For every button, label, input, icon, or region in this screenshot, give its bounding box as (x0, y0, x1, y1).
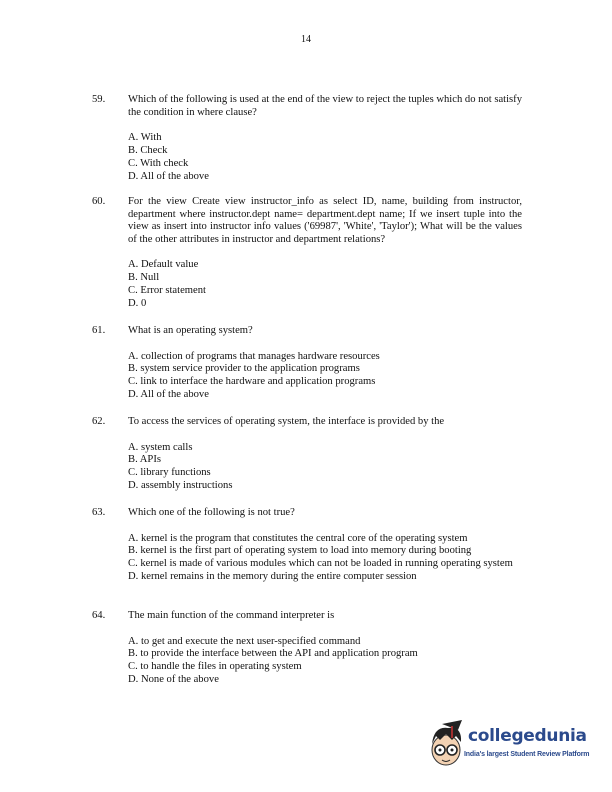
option: A. With (128, 132, 162, 144)
question-63 (92, 507, 522, 584)
option: D. 0 (128, 297, 147, 309)
brand-tagline: India's largest Student Review Platform (464, 751, 590, 758)
options-list (128, 259, 522, 310)
question-number: 63. (92, 507, 106, 518)
option: B. kernel is the first part of operating system to load into memory during booting (128, 545, 472, 557)
mascot-icon (428, 720, 466, 768)
question-text: The main function of the command interpreter is (128, 610, 335, 621)
options-list (128, 132, 522, 183)
question-text: Which one of the following is not true? (128, 507, 295, 518)
question-text: To access the services of operating system, the interface is provided by the (128, 416, 445, 427)
option: B. Null (128, 272, 160, 284)
question-number: 64. (92, 610, 106, 621)
question-59 (92, 94, 522, 183)
options-list (128, 442, 522, 493)
question-text: What is an operating system? (128, 325, 253, 336)
option: A. Default value (128, 259, 199, 271)
options-list (128, 636, 522, 687)
option: B. system service provider to the application programs (128, 363, 360, 375)
option: D. assembly instructions (128, 479, 233, 491)
question-number: 62. (92, 416, 106, 427)
question-61 (92, 325, 522, 402)
question-number: 61. (92, 325, 106, 336)
options-list (128, 533, 522, 584)
option: A. to get and execute the next user-specified command (128, 635, 361, 647)
options-list (128, 351, 522, 402)
option: B. APIs (128, 454, 161, 466)
option: D. kernel remains in the memory during the entire computer session (128, 570, 417, 582)
question-62 (92, 416, 522, 493)
option: B. Check (128, 144, 168, 156)
option: C. With check (128, 157, 189, 169)
option: C. Error statement (128, 284, 206, 296)
option: C. to handle the files in operating system (128, 661, 302, 673)
question-64 (92, 610, 522, 687)
question-number: 60. (92, 196, 106, 207)
option: A. system calls (128, 441, 193, 453)
brand-name: collegedunia (468, 726, 587, 746)
option: D. All of the above (128, 170, 209, 182)
collegedunia-logo (428, 720, 608, 774)
option: B. to provide the interface between the API and application program (128, 648, 418, 660)
question-text: Which of the following is used at the end of the view to reject the tuples which do not satisfy the condition in where clause? (128, 94, 522, 118)
option: C. kernel is made of various modules which can not be loaded in running operating system (128, 558, 513, 570)
question-text: For the view Create view instructor_info as select ID, name, building from instructor, department where instructor.dept name= department.dept name; If we insert tuple into the view as insert into instructor info values ('69987', 'White', 'Taylor'); What will be the values of the other attributes in instructor and department relations? (128, 196, 522, 245)
question-number: 59. (92, 94, 106, 105)
page-number: 14 (301, 34, 311, 45)
option: C. link to interface the hardware and application programs (128, 376, 376, 388)
option: D. None of the above (128, 673, 219, 685)
option: D. All of the above (128, 388, 209, 400)
option: A. collection of programs that manages hardware resources (128, 350, 380, 362)
option: C. library functions (128, 467, 211, 479)
question-60 (92, 196, 522, 311)
option: A. kernel is the program that constitutes the central core of the operating system (128, 532, 468, 544)
